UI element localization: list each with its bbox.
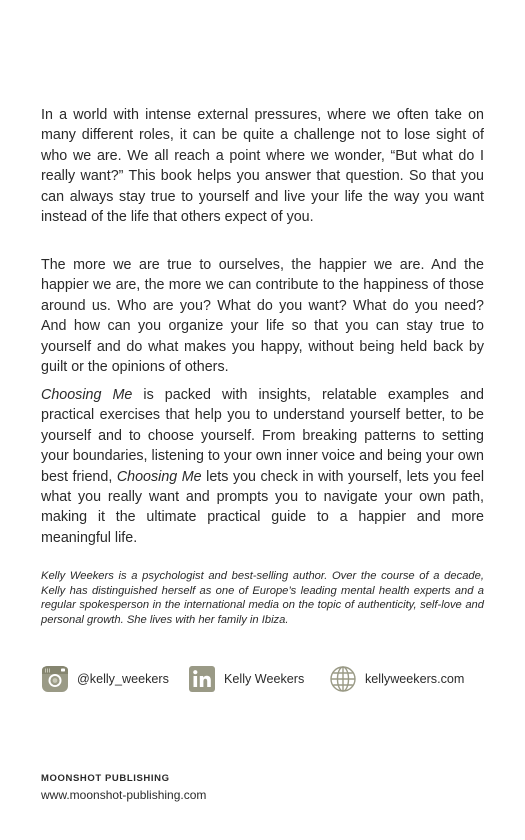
book-title: Choosing Me xyxy=(116,468,202,485)
linkedin-icon xyxy=(188,665,216,693)
instagram-link[interactable] xyxy=(41,665,169,693)
website-link[interactable] xyxy=(329,665,464,693)
blurb-paragraph-2: The more we are true to ourselves, the happier we are. And the happier we are, the more we can contribute to the happiness of those around us. Who are you? What do you want? What do you need? And how can you organize your life so that you can stay true to yourself and do what makes you happy, without being held back by guilt or the opinions of others. xyxy=(41,257,484,376)
linkedin-name: Kelly Weekers xyxy=(224,672,305,686)
instagram-handle: @kelly_weekers xyxy=(77,672,169,686)
blurb-text: is packed with insights, relatable examples and practical exercises that help you to understand yourself better, to be yourself and to choose yourself. From breaking patterns to setting your boundaries, listening to your own inner voice and being your own best friend, xyxy=(41,387,484,485)
book-title: Choosing Me xyxy=(41,387,133,403)
linkedin-link[interactable] xyxy=(188,665,304,693)
author-bio: Kelly Weekers is a psychologist and best-selling author. Over the course of a decade, Kelly has distinguished herself as one of Europe’s leading mental health experts and a regular spokesperson in the international media on the topic of authenticity, self-love and personal growth. She lives with her family in Ibiza. xyxy=(41,570,484,626)
publisher-url[interactable]: www.moonshot-publishing.com xyxy=(41,788,207,802)
instagram-icon xyxy=(41,665,69,693)
globe-icon xyxy=(329,665,357,693)
blurb-paragraph-3 xyxy=(41,385,484,548)
publisher-name: MOONSHOT PUBLISHING xyxy=(41,773,170,784)
blurb-text: lets you check in with yourself, lets you feel what you really want and prompts you to navigate your own path, making it the ultimate practical guide to a happier and more meaningful life. xyxy=(41,468,484,546)
blurb-paragraph-1: In a world with intense external pressures, where we often take on many different roles, it can be quite a challenge not to lose sight of who we are. We all reach a point where we wonder, “But what do I really want?” This book helps you answer that question. So that you can always stay true to yourself and live your life the way you want instead of the life that others expect of you. xyxy=(41,107,484,226)
website-url: kellyweekers.com xyxy=(365,672,465,686)
